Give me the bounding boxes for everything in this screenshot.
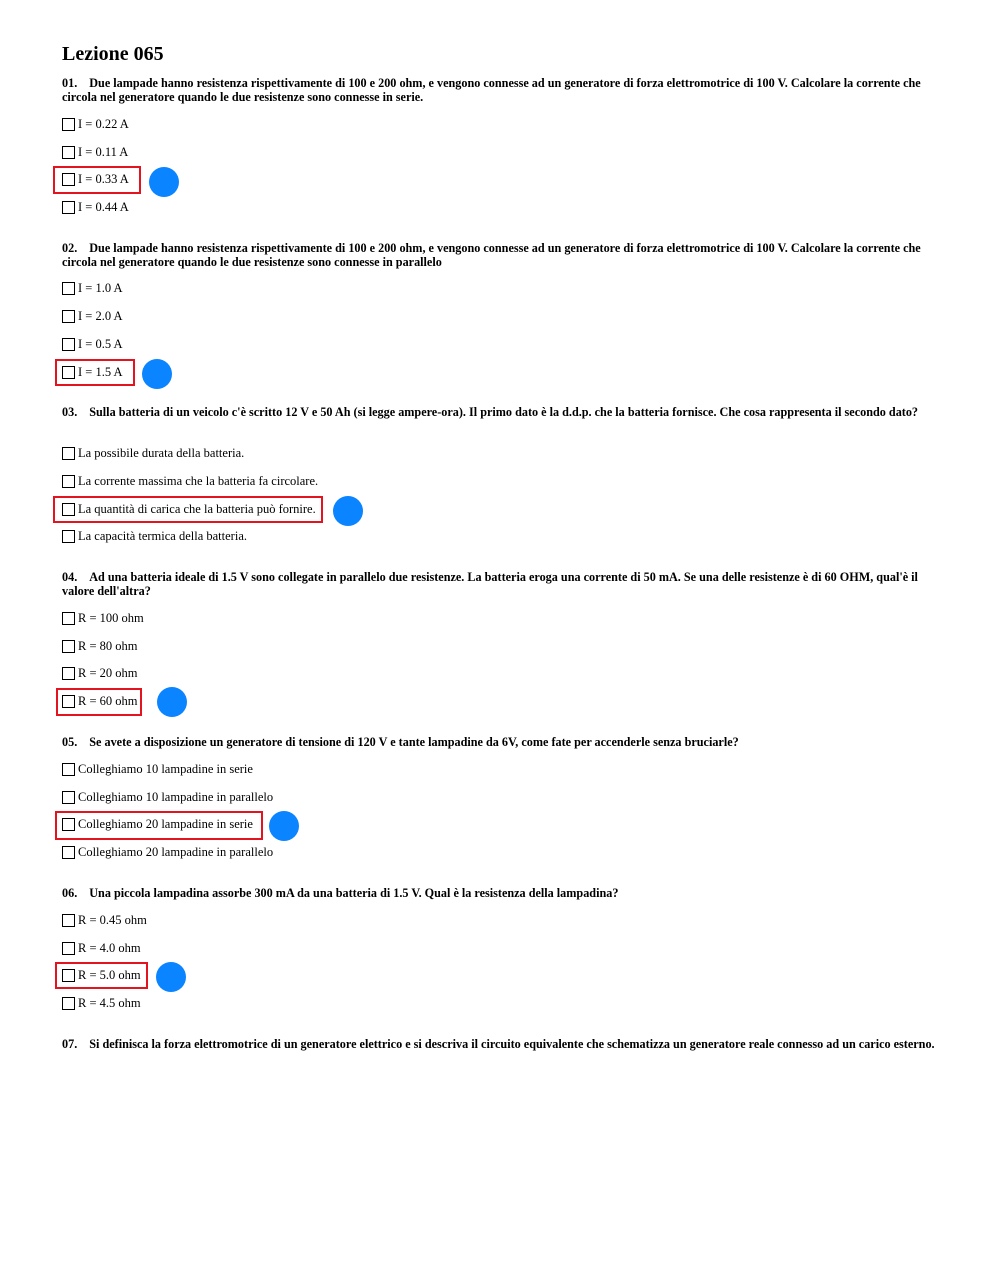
question-body: Se avete a disposizione un generatore di tensione di 120 V e tante lampadine da 6V, come fate per accenderle senza bruciarle? — [89, 735, 739, 749]
question-text — [62, 241, 942, 269]
question-number: 01. — [62, 76, 78, 90]
option-label: I = 2.0 A — [78, 308, 123, 323]
answer-option[interactable] — [62, 143, 128, 161]
answer-option[interactable] — [62, 609, 144, 627]
option-label: Colleghiamo 10 lampadine in parallelo — [78, 789, 274, 804]
answer-option[interactable] — [62, 911, 147, 929]
option-label: I = 1.0 A — [78, 280, 123, 295]
answer-marker-dot — [156, 962, 186, 992]
checkbox[interactable] — [62, 475, 75, 488]
option-label: R = 20 ohm — [78, 665, 138, 680]
answer-marker-dot — [142, 359, 172, 389]
checkbox[interactable] — [62, 846, 75, 859]
answer-option[interactable] — [62, 843, 273, 861]
option-label: I = 0.33 A — [78, 171, 129, 186]
option-label: Colleghiamo 10 lampadine in serie — [78, 761, 253, 776]
option-label: R = 5.0 ohm — [78, 967, 141, 982]
checkbox[interactable] — [62, 282, 75, 295]
question-01 — [62, 76, 942, 104]
question-number: 02. — [62, 241, 78, 255]
question-07 — [62, 1037, 942, 1051]
option-label: La quantità di carica che la batteria può fornire. — [78, 501, 316, 516]
option-label: R = 80 ohm — [78, 638, 138, 653]
option-label: R = 100 ohm — [78, 610, 144, 625]
option-label: R = 60 ohm — [78, 693, 138, 708]
answer-option[interactable] — [62, 115, 129, 133]
answer-option[interactable] — [62, 279, 123, 297]
checkbox[interactable] — [62, 667, 75, 680]
option-label: I = 0.11 A — [78, 144, 129, 159]
checkbox[interactable] — [62, 530, 75, 543]
question-number: 07. — [62, 1037, 78, 1051]
answer-option[interactable] — [62, 637, 138, 655]
answer-option[interactable] — [62, 760, 253, 778]
checkbox[interactable] — [62, 310, 75, 323]
question-body: Sulla batteria di un veicolo c'è scritto 12 V e 50 Ah (si legge ampere-ora). Il primo dato è la d.d.p. che la batteria fornisce. Che cosa rappresenta il secondo dato? — [89, 405, 919, 419]
answer-option[interactable] — [62, 788, 273, 806]
question-05 — [62, 735, 942, 749]
answer-option[interactable] — [62, 994, 141, 1012]
option-label: R = 0.45 ohm — [78, 912, 147, 927]
option-label: I = 1.5 A — [78, 364, 123, 379]
checkbox[interactable] — [62, 146, 75, 159]
answer-marker-dot — [149, 167, 179, 197]
answer-option[interactable] — [62, 527, 247, 545]
question-06 — [62, 886, 942, 900]
option-label: I = 0.22 A — [78, 116, 129, 131]
answer-highlight-frame — [55, 359, 135, 386]
answer-highlight-frame — [53, 166, 141, 194]
checkbox[interactable] — [62, 763, 75, 776]
option-label: Colleghiamo 20 lampadine in parallelo — [78, 844, 274, 859]
question-body: Due lampade hanno resistenza rispettivamente di 100 e 200 ohm, e vengono connesse ad un generatore di forza elettromotrice di 100 V. Calcolare la corrente che circola nel generatore quando le due resistenze sono connesse in parallelo — [62, 241, 921, 269]
checkbox[interactable] — [62, 447, 75, 460]
question-body: Si definisca la forza elettromotrice di un generatore elettrico e si descriva il circuito equivalente che schematizza un generatore reale connesso ad un carico esterno. — [89, 1037, 935, 1051]
option-label: I = 0.44 A — [78, 199, 129, 214]
option-label: I = 0.5 A — [78, 336, 123, 351]
question-text — [62, 1037, 942, 1051]
answer-highlight-frame — [56, 688, 142, 716]
question-number: 06. — [62, 886, 78, 900]
question-text — [62, 886, 942, 900]
question-body: Due lampade hanno resistenza rispettivamente di 100 e 200 ohm, e vengono connesse ad un generatore di forza elettromotrice di 100 V. Calcolare la corrente che circola nel generatore quando le due resistenze sono connesse in serie. — [62, 76, 921, 104]
answer-marker-dot — [333, 496, 363, 526]
question-text — [62, 735, 942, 749]
question-body: Ad una batteria ideale di 1.5 V sono collegate in parallelo due resistenze. La batteria eroga una corrente di 50 mA. Se una delle resistenze è di 60 OHM, qual'è il valore dell'altra? — [62, 570, 918, 598]
checkbox[interactable] — [62, 118, 75, 131]
checkbox[interactable] — [62, 640, 75, 653]
answer-option[interactable] — [62, 335, 123, 353]
question-03 — [62, 405, 942, 419]
question-text — [62, 76, 942, 104]
question-02 — [62, 241, 942, 269]
question-text — [62, 570, 942, 598]
question-number: 04. — [62, 570, 78, 584]
question-04 — [62, 570, 942, 598]
answer-option[interactable] — [62, 307, 123, 325]
answer-highlight-frame — [53, 496, 323, 523]
answer-highlight-frame — [55, 811, 263, 840]
checkbox[interactable] — [62, 997, 75, 1010]
document-page — [62, 40, 942, 1051]
question-text — [62, 405, 942, 419]
question-body: Una piccola lampadina assorbe 300 mA da una batteria di 1.5 V. Qual è la resistenza della lampadina? — [89, 886, 619, 900]
answer-option[interactable] — [62, 939, 141, 957]
checkbox[interactable] — [62, 942, 75, 955]
checkbox[interactable] — [62, 914, 75, 927]
option-label: La corrente massima che la batteria fa circolare. — [78, 473, 319, 488]
option-label: R = 4.5 ohm — [78, 995, 141, 1010]
option-label: R = 4.0 ohm — [78, 940, 141, 955]
answer-option[interactable] — [62, 198, 129, 216]
answer-marker-dot — [157, 687, 187, 717]
answer-marker-dot — [269, 811, 299, 841]
checkbox[interactable] — [62, 201, 75, 214]
option-label: La possibile durata della batteria. — [78, 445, 245, 460]
page-title: Lezione 065 — [62, 43, 164, 65]
checkbox[interactable] — [62, 338, 75, 351]
question-number: 03. — [62, 405, 78, 419]
answer-option[interactable] — [62, 664, 138, 682]
answer-option[interactable] — [62, 444, 244, 462]
option-label: Colleghiamo 20 lampadine in serie — [78, 816, 253, 831]
answer-highlight-frame — [55, 962, 148, 989]
question-number: 05. — [62, 735, 78, 749]
answer-option[interactable] — [62, 472, 318, 490]
checkbox[interactable] — [62, 791, 75, 804]
checkbox[interactable] — [62, 612, 75, 625]
option-label: La capacità termica della batteria. — [78, 528, 247, 543]
